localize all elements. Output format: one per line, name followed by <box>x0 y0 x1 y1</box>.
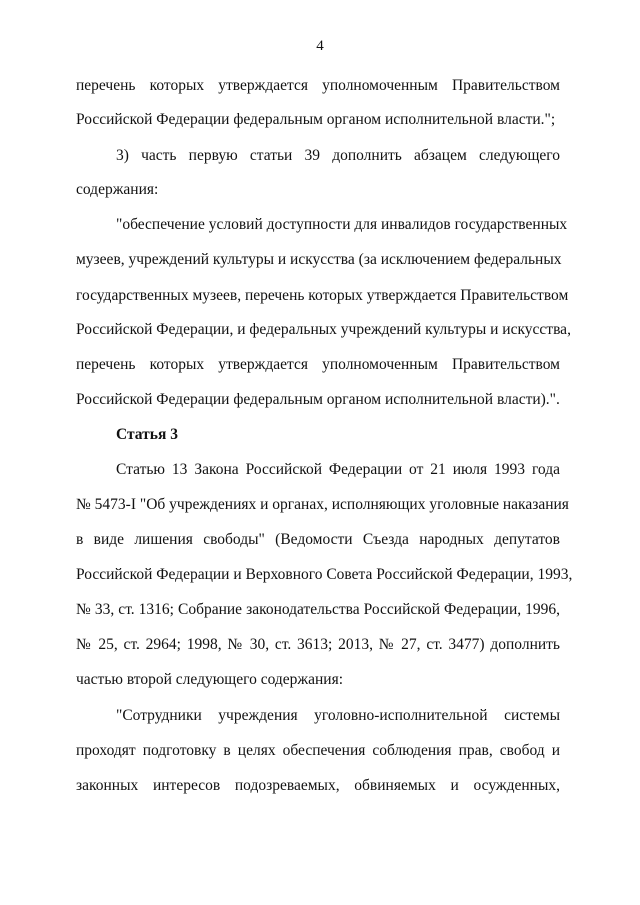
text-line: № 5473-I "Об учреждениях и органах, исполняющих уголовные наказания <box>76 496 569 513</box>
text-line: Российской Федерации и Верховного Совета Российской Федерации, 1993, <box>76 566 573 583</box>
text-line: № 25, ст. 2964; 1998, № 30, ст. 3613; 2013, № 27, ст. 3477) дополнить <box>76 636 560 653</box>
quote-line: перечень которых утверждается уполномоченным Правительством <box>76 356 560 373</box>
text-line: Статью 13 Закона Российской Федерации от 21 июля 1993 года <box>116 461 560 478</box>
quote-line: проходят подготовку в целях обеспечения соблюдения прав, свобод и <box>76 742 560 759</box>
quote-line: музеев, учреждений культуры и искусства (за исключением федеральных <box>76 251 562 268</box>
text-line: 3) часть первую статьи 39 дополнить абзацем следующего <box>116 147 560 164</box>
quote-line: государственных музеев, перечень которых утверждается Правительством <box>76 287 569 304</box>
quote-line: Российской Федерации, и федеральных учреждений культуры и искусства, <box>76 321 571 338</box>
quote-line: "Сотрудники учреждения уголовно-исполнительной системы <box>116 707 560 724</box>
text-line: в виде лишения свободы" (Ведомости Съезда народных депутатов <box>76 531 560 548</box>
text-line: Российской Федерации федеральным органом исполнительной власти."; <box>76 111 556 128</box>
text-line: № 33, ст. 1316; Собрание законодательства Российской Федерации, 1996, <box>76 601 560 618</box>
text-line: содержания: <box>76 181 159 198</box>
quote-line: Российской Федерации федеральным органом исполнительной власти).". <box>76 391 560 408</box>
quote-line: "обеспечение условий доступности для инвалидов государственных <box>116 216 568 233</box>
page-number: 4 <box>316 38 324 54</box>
text-line: перечень которых утверждается уполномоченным Правительством <box>76 77 560 94</box>
text-line: частью второй следующего содержания: <box>76 671 344 688</box>
quote-line: законных интересов подозреваемых, обвиняемых и осужденных, <box>76 777 560 794</box>
article-heading: Статья 3 <box>116 426 178 443</box>
